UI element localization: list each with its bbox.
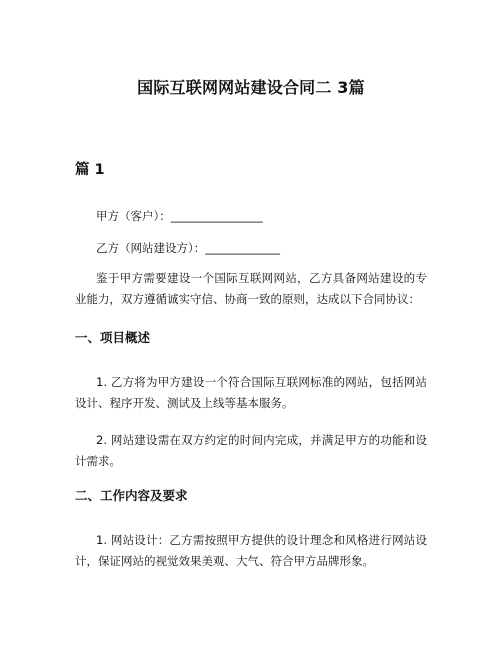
heading-project-overview: 一、项目概述 (75, 330, 151, 345)
party-b-blank: _____________ (205, 241, 280, 255)
work-item-1: 1. 网站设计：乙方需按照甲方提供的设计理念和风格进行网站设计，保证网站的视觉效果美观、大气、符合甲方品牌形象。 (75, 533, 427, 568)
section-title: 篇 1 (75, 162, 105, 178)
overview-item-2: 2. 网站建设需在双方约定的时间内完成，并满足甲方的功能和设计需求。 (75, 433, 427, 468)
intro-paragraph: 鉴于甲方需要建设一个国际互联网网站，乙方具备网站建设的专业能力，双方遵循诚实守信、协商一致的原则，达成以下合同协议： (75, 271, 427, 306)
overview-item-1: 1. 乙方将为甲方建设一个符合国际互联网标准的网站，包括网站设计、程序开发、测试及上线等基本服务。 (75, 375, 427, 410)
document-title: 国际互联网网站建设合同二 3篇 (137, 78, 365, 97)
party-a-line (96, 208, 263, 224)
party-b-label: 乙方（网站建设方）： (96, 241, 206, 255)
party-a-blank: ________________ (170, 209, 263, 223)
party-b-line (96, 240, 280, 256)
party-a-label: 甲方（客户）： (96, 209, 171, 223)
heading-work-content: 二、工作内容及要求 (75, 488, 188, 503)
